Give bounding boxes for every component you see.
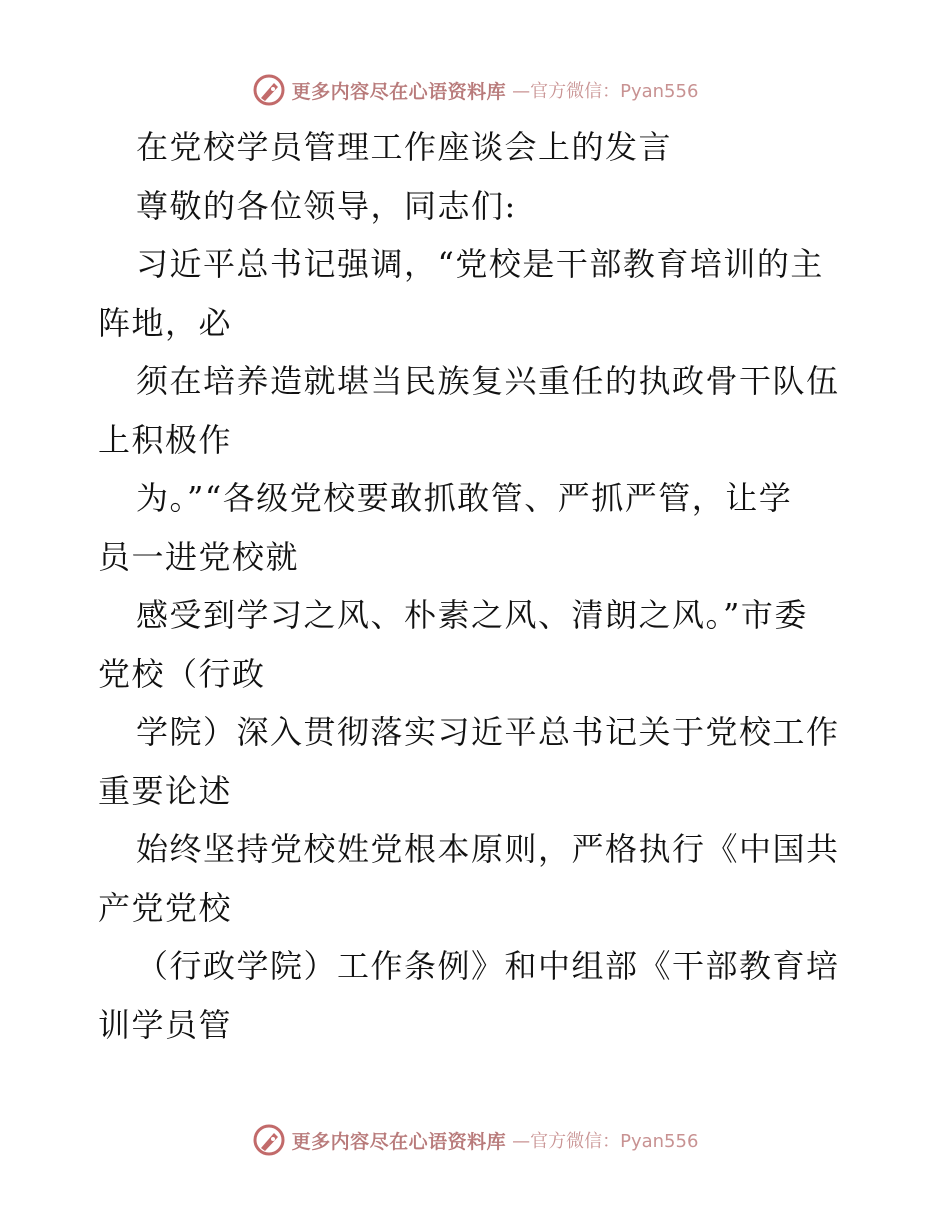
watermark-contact: —官方微信：Pyan556 — [512, 1131, 699, 1152]
watermark-contact: —官方微信：Pyan556 — [512, 81, 699, 102]
doc-line: 须在培养造就堪当民族复兴重任的执政骨干队伍 — [136, 362, 840, 400]
document-body — [98, 118, 858, 1054]
doc-line: 始终坚持党校姓党根本原则，严格执行《中国共 — [136, 830, 840, 868]
watermark-brand: 更多内容尽在心语资料库 — [291, 1130, 507, 1153]
doc-line: 学院）深入贯彻落实习近平总书记关于党校工作 — [136, 713, 840, 751]
doc-line: 尊敬的各位领导，同志们: — [136, 186, 517, 225]
doc-line: 训学员管 — [98, 1005, 233, 1044]
doc-line: 阵地，必 — [98, 303, 233, 342]
watermark-brand: 更多内容尽在心语资料库 — [291, 80, 507, 103]
doc-line: 产党党校 — [98, 888, 233, 927]
footer-watermark — [0, 1120, 950, 1160]
doc-line: 感受到学习之风、朴素之风、清朗之风。”市委 — [136, 596, 808, 634]
doc-line: 在党校学员管理工作座谈会上的发言 — [136, 128, 673, 166]
doc-line: 员一进党校就 — [98, 537, 300, 576]
doc-line: 为。”“各级党校要敢抓敢管、严抓严管，让学 — [136, 479, 793, 517]
header-watermark — [0, 70, 950, 110]
pen-nib-logo-icon — [252, 73, 286, 107]
doc-line: （行政学院）工作条例》和中组部《干部教育培 — [136, 947, 840, 985]
doc-line: 重要论述 — [98, 771, 233, 810]
pen-nib-logo-icon — [252, 1123, 286, 1157]
doc-line: 习近平总书记强调，“党校是干部教育培训的主 — [136, 245, 824, 283]
doc-line: 党校（行政 — [98, 654, 266, 693]
doc-line: 上积极作 — [98, 420, 233, 459]
